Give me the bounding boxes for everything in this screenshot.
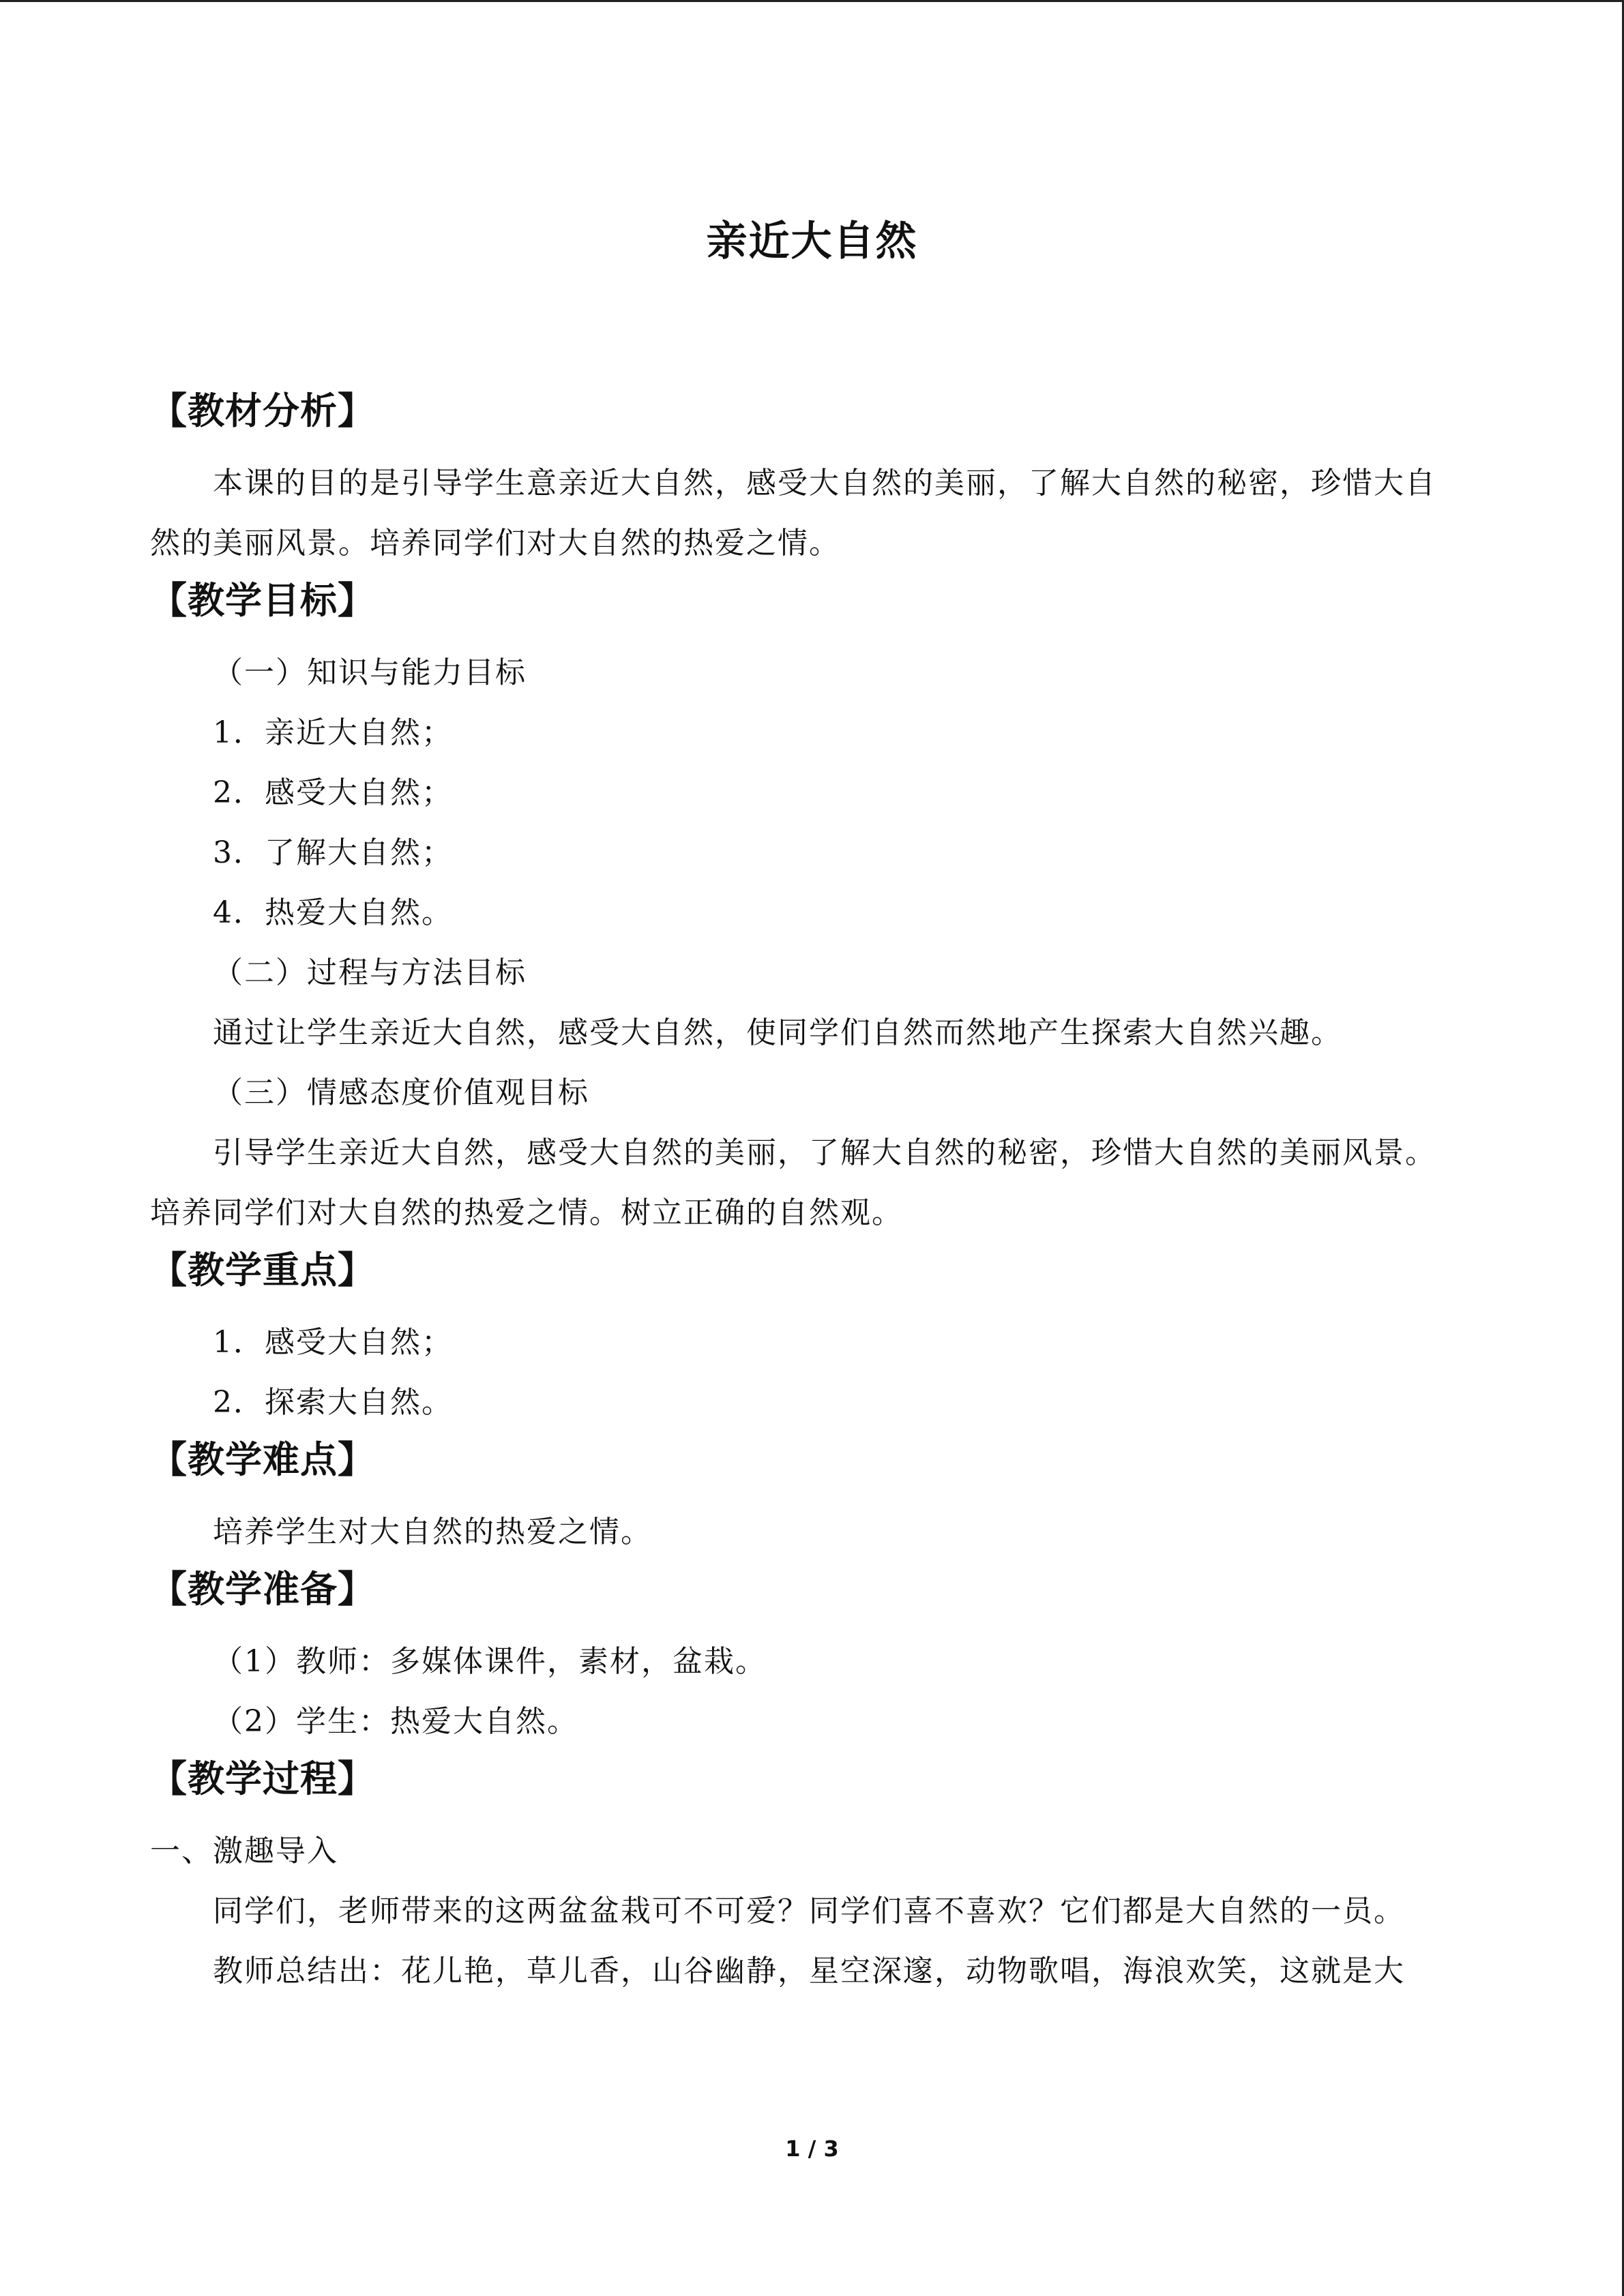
document-body [150, 384, 1460, 2001]
goals-sub2-text: 通过让学生亲近大自然，感受大自然，使同学们自然而然地产生探索大自然兴趣。 [213, 1015, 1342, 1050]
heading-analysis: 【教材分析】 [150, 389, 375, 432]
goals-sub2: （二）过程与方法目标 [213, 955, 527, 990]
process-p1: 同学们，老师带来的这两盆盆栽可不可爱？同学们喜不喜欢？它们都是大自然的一员。 [213, 1894, 1405, 1928]
prep-item: （2）学生：热爱大自然。 [213, 1704, 578, 1739]
goals-sub3-text: 引导学生亲近大自然，感受大自然的美丽，了解大自然的秘密，珍惜大自然的美丽风景。培养同学们对大自然的热爱之情。树立正确的自然观。 [150, 1135, 1436, 1230]
page-number: 1 / 3 [785, 2136, 839, 2162]
heading-goals: 【教学目标】 [150, 579, 375, 622]
key-item: 2．探索大自然。 [213, 1385, 453, 1420]
process-p2: 教师总结出：花儿艳，草儿香，山谷幽静，星空深邃，动物歌唱，海浪欢笑，这就是大 [213, 1954, 1405, 1988]
goals-item: 3．了解大自然； [213, 835, 453, 870]
goals-item: 1．亲近大自然； [213, 715, 453, 750]
prep-item: （1）教师：多媒体课件，素材，盆栽。 [213, 1644, 767, 1679]
heading-key: 【教学重点】 [150, 1249, 375, 1292]
goals-sub1: （一）知识与能力目标 [213, 655, 527, 690]
document-title: 亲近大自然 [706, 218, 918, 265]
goals-item: 4．热爱大自然。 [213, 895, 453, 930]
difficulty-text: 培养学生对大自然的热爱之情。 [213, 1515, 652, 1549]
process-step1: 一、激趣导入 [150, 1834, 338, 1868]
key-item: 1．感受大自然； [213, 1325, 453, 1360]
heading-process: 【教学过程】 [150, 1757, 375, 1800]
heading-difficulty: 【教学难点】 [150, 1438, 375, 1481]
goals-sub3: （三）情感态度价值观目标 [213, 1075, 589, 1110]
analysis-text: 本课的目的是引导学生意亲近大自然，感受大自然的美丽，了解大自然的秘密，珍惜大自然的美丽风景。培养同学们对大自然的热爱之情。 [150, 466, 1436, 561]
goals-item: 2．感受大自然； [213, 775, 453, 810]
heading-prep: 【教学准备】 [150, 1568, 375, 1611]
